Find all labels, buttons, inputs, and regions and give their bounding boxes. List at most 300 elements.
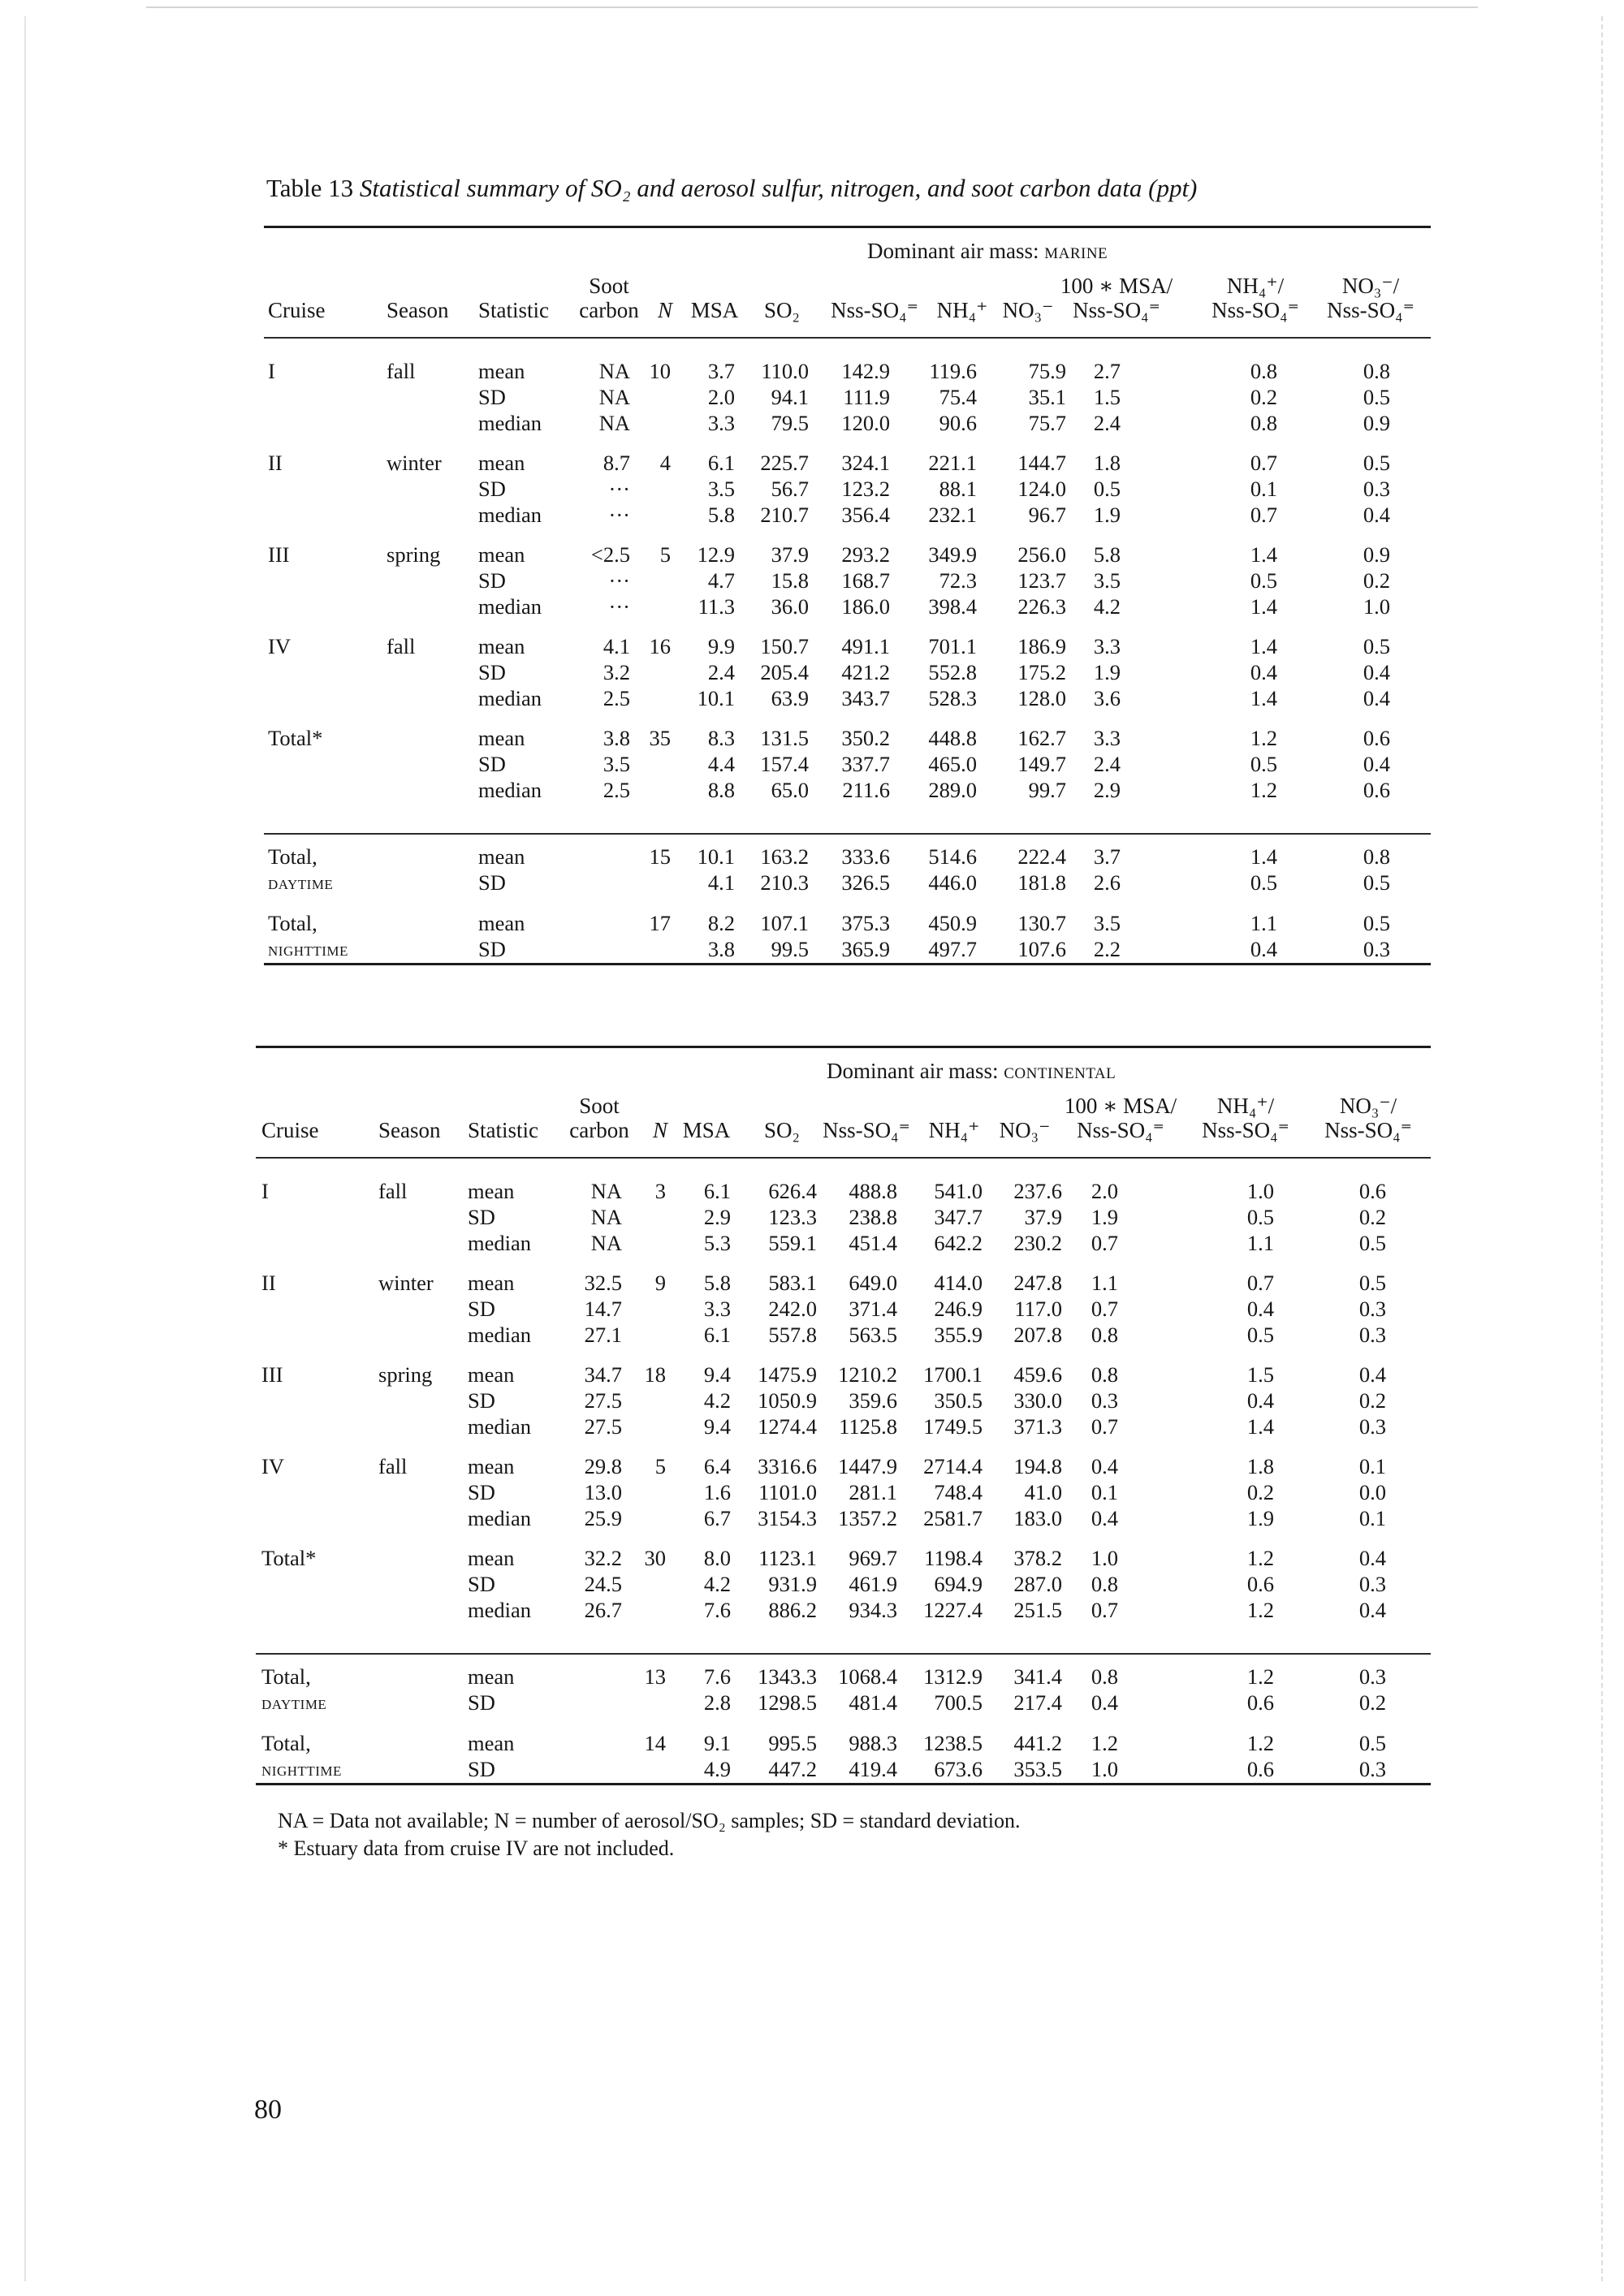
nh4-cell: 701.1	[928, 634, 977, 658]
nss-so4-cell: 356.4	[841, 503, 890, 527]
nss-so4-cell: 281.1	[849, 1480, 897, 1504]
nh4-cell: 88.1	[939, 477, 977, 501]
ratio-no3-cell: 0.5	[1358, 1231, 1386, 1255]
air-mass-prefix: Dominant air mass:	[867, 239, 1045, 263]
ratio-no3-cell: 0.5	[1363, 451, 1390, 475]
ratio-no3-cell: 0.8	[1363, 359, 1390, 383]
no3-cell: 96.7	[1028, 503, 1066, 527]
msa-cell: 5.3	[703, 1231, 731, 1255]
statistic-cell: SD	[468, 1757, 495, 1781]
air-mass-label	[827, 1059, 1116, 1084]
soot-carbon-cell: 8.7	[603, 451, 630, 475]
page-edge	[146, 6, 1478, 8]
no3-cell: 175.2	[1017, 660, 1066, 684]
ratio-no3-cell: 0.9	[1363, 411, 1390, 435]
nh4-cell: 2581.7	[923, 1506, 983, 1530]
soot-carbon-cell: NA	[590, 1205, 622, 1229]
table-label: Table 13	[266, 174, 354, 202]
cruise-cell: IV	[261, 1454, 284, 1478]
nss-so4-cell: 491.1	[841, 634, 890, 658]
ratio-msa-cell: 1.8	[1093, 451, 1121, 475]
no3-cell: 230.2	[1013, 1231, 1062, 1255]
col-header-n: N	[658, 298, 673, 322]
statistic-cell: SD	[478, 870, 506, 895]
no3-cell: 247.8	[1013, 1271, 1062, 1295]
nss-so4-cell: 969.7	[849, 1546, 897, 1570]
nh4-cell: 673.6	[934, 1757, 983, 1781]
nh4-cell: 1749.5	[923, 1414, 983, 1439]
soot-carbon-cell: 2.5	[603, 686, 630, 710]
footnote-estuary: * Estuary data from cruise IV are not included.	[278, 1836, 675, 1860]
msa-cell: 6.1	[703, 1179, 731, 1203]
ratio-nh4-cell: 0.7	[1250, 451, 1277, 475]
so2-cell: 79.5	[771, 411, 809, 435]
soot-carbon-cell: <2.5	[590, 542, 630, 567]
no3-cell: 181.8	[1017, 870, 1066, 895]
nh4-cell: 350.5	[934, 1388, 983, 1413]
statistic-cell: mean	[478, 634, 525, 658]
ratio-msa-cell: 2.4	[1093, 411, 1121, 435]
so2-cell: 626.4	[768, 1179, 817, 1203]
nss-so4-cell: 451.4	[849, 1231, 897, 1255]
nh4-cell: 232.1	[928, 503, 977, 527]
ratio-nh4-cell: 0.5	[1250, 568, 1277, 593]
nss-so4-cell: 419.4	[849, 1757, 897, 1781]
n-cell: 15	[649, 844, 671, 869]
col-header-nss-so4: Nss-SO₄⁼	[831, 298, 918, 322]
ratio-no3-cell: 0.4	[1363, 752, 1390, 776]
nh4-cell: 497.7	[928, 937, 977, 961]
footnote-abbreviations: NA = Data not available; N = number of aerosol/SO₂ samples; SD = standard deviation.	[278, 1809, 1021, 1832]
statistic-cell: mean	[478, 726, 525, 750]
statistic-cell: mean	[478, 844, 525, 869]
ratio-nh4-cell: 1.4	[1246, 1414, 1274, 1439]
so2-cell: 1274.4	[758, 1414, 817, 1439]
nss-so4-cell: 375.3	[841, 911, 890, 935]
no3-cell: 99.7	[1028, 778, 1066, 802]
soot-carbon-cell: 32.2	[584, 1546, 622, 1570]
col-header-season: Season	[387, 298, 449, 322]
so2-cell: 1298.5	[758, 1690, 817, 1715]
no3-cell: 226.3	[1017, 594, 1066, 619]
ratio-no3-cell: 0.3	[1358, 1323, 1386, 1347]
so2-cell: 1050.9	[758, 1388, 817, 1413]
table-bottom-rule	[264, 963, 1431, 965]
msa-cell: 3.3	[707, 411, 735, 435]
nss-so4-cell: 563.5	[849, 1323, 897, 1347]
ratio-msa-cell: 0.4	[1091, 1454, 1118, 1478]
statistic-cell: median	[478, 686, 542, 710]
soot-carbon-cell: 4.1	[603, 634, 630, 658]
col-header-n: N	[653, 1118, 668, 1142]
total-period-cell: NIGHTTIME	[261, 1763, 342, 1779]
ratio-msa-cell: 3.5	[1093, 911, 1121, 935]
n-cell: 10	[649, 359, 671, 383]
nss-so4-cell: 365.9	[841, 937, 890, 961]
so2-cell: 931.9	[768, 1572, 817, 1596]
nss-so4-cell: 359.6	[849, 1388, 897, 1413]
statistic-cell: SD	[478, 568, 506, 593]
msa-cell: 8.3	[707, 726, 735, 750]
col-header-ratio-nh4: Nss-SO₄⁼	[1212, 298, 1299, 322]
statistic-cell: SD	[478, 752, 506, 776]
ratio-msa-cell: 0.1	[1091, 1480, 1118, 1504]
ratio-no3-cell: 0.4	[1363, 686, 1390, 710]
so2-cell: 1475.9	[758, 1362, 817, 1387]
nh4-cell: 448.8	[928, 726, 977, 750]
nss-so4-cell: 123.2	[841, 477, 890, 501]
so2-cell: 107.1	[760, 911, 809, 935]
nh4-cell: 700.5	[934, 1690, 983, 1715]
so2-cell: 36.0	[771, 594, 809, 619]
soot-carbon-cell: 14.7	[584, 1297, 622, 1321]
so2-cell: 3154.3	[758, 1506, 817, 1530]
msa-cell: 1.6	[703, 1480, 731, 1504]
ratio-msa-cell: 3.5	[1093, 568, 1121, 593]
statistic-cell: median	[468, 1598, 531, 1622]
statistic-cell: mean	[468, 1731, 515, 1755]
nh4-cell: 1700.1	[923, 1362, 983, 1387]
msa-cell: 9.4	[703, 1362, 731, 1387]
col-header-season: Season	[378, 1118, 441, 1142]
ratio-nh4-cell: 0.5	[1250, 752, 1277, 776]
ratio-msa-cell: 0.8	[1091, 1323, 1118, 1347]
nh4-cell: 349.9	[928, 542, 977, 567]
soot-carbon-cell: 29.8	[584, 1454, 622, 1478]
nh4-cell: 694.9	[934, 1572, 983, 1596]
soot-carbon-cell: 32.5	[584, 1271, 622, 1295]
total-label-cell: Total,	[261, 1731, 311, 1755]
no3-cell: 35.1	[1028, 385, 1066, 409]
ratio-no3-cell: 0.2	[1358, 1388, 1386, 1413]
ratio-msa-cell: 1.2	[1091, 1731, 1118, 1755]
nss-so4-cell: 934.3	[849, 1598, 897, 1622]
ratio-msa-cell: 0.4	[1091, 1690, 1118, 1715]
nss-so4-cell: 421.2	[841, 660, 890, 684]
so2-cell: 886.2	[768, 1598, 817, 1622]
no3-cell: 251.5	[1013, 1598, 1062, 1622]
ratio-nh4-cell: 0.1	[1250, 477, 1277, 501]
soot-carbon-cell: NA	[590, 1231, 622, 1255]
statistic-cell: median	[478, 503, 542, 527]
nss-so4-cell: 337.7	[841, 752, 890, 776]
msa-cell: 3.5	[707, 477, 735, 501]
so2-cell: 163.2	[760, 844, 809, 869]
msa-cell: 4.7	[707, 568, 735, 593]
air-mass-label	[867, 239, 1108, 264]
nss-so4-cell: 1447.9	[838, 1454, 897, 1478]
col-header-msa: MSA	[690, 298, 739, 322]
ratio-nh4-cell: 0.6	[1246, 1690, 1274, 1715]
nh4-cell: 450.9	[928, 911, 977, 935]
ratio-nh4-cell: 0.4	[1246, 1297, 1274, 1321]
nss-so4-cell: 350.2	[841, 726, 890, 750]
nh4-cell: 2714.4	[923, 1454, 983, 1478]
col-header-ratio-no3: NO₃⁻/	[1341, 274, 1400, 298]
ratio-no3-cell: 0.2	[1363, 568, 1390, 593]
so2-cell: 37.9	[771, 542, 809, 567]
air-mass-prefix: Dominant air mass:	[827, 1059, 1004, 1083]
no3-cell: 37.9	[1024, 1205, 1062, 1229]
total-label-cell: Total,	[268, 844, 317, 869]
soot-carbon-cell: 27.5	[584, 1414, 622, 1439]
msa-cell: 9.4	[703, 1414, 731, 1439]
no3-cell: 41.0	[1024, 1480, 1062, 1504]
ratio-no3-cell: 0.0	[1358, 1480, 1386, 1504]
ratio-msa-cell: 2.4	[1093, 752, 1121, 776]
nss-so4-cell: 120.0	[841, 411, 890, 435]
nss-so4-cell: 324.1	[841, 451, 890, 475]
statistic-cell: SD	[468, 1297, 495, 1321]
soot-carbon-cell: NA	[590, 1179, 622, 1203]
ratio-nh4-cell: 1.4	[1250, 634, 1277, 658]
ratio-nh4-cell: 0.5	[1246, 1323, 1274, 1347]
ratio-msa-cell: 2.6	[1093, 870, 1121, 895]
soot-carbon-cell: 27.1	[584, 1323, 622, 1347]
so2-cell: 225.7	[760, 451, 809, 475]
nh4-cell: 72.3	[939, 568, 977, 593]
ratio-msa-cell: 0.3	[1091, 1388, 1118, 1413]
ratio-nh4-cell: 0.6	[1246, 1572, 1274, 1596]
table-top-rule	[256, 1046, 1431, 1048]
so2-cell: 99.5	[771, 937, 809, 961]
so2-cell: 559.1	[768, 1231, 817, 1255]
ratio-msa-cell: 1.9	[1093, 660, 1121, 684]
so2-cell: 557.8	[768, 1323, 817, 1347]
ratio-nh4-cell: 1.2	[1246, 1598, 1274, 1622]
ratio-msa-cell: 1.9	[1093, 503, 1121, 527]
ratio-no3-cell: 0.4	[1358, 1362, 1386, 1387]
header-rule	[256, 1157, 1431, 1159]
no3-cell: 183.0	[1013, 1506, 1062, 1530]
season-cell: fall	[378, 1179, 408, 1203]
no3-cell: 459.6	[1013, 1362, 1062, 1387]
cruise-cell: Total*	[261, 1546, 317, 1570]
so2-cell: 3316.6	[758, 1454, 817, 1478]
nh4-cell: 289.0	[928, 778, 977, 802]
statistic-cell: median	[478, 778, 542, 802]
no3-cell: 75.9	[1028, 359, 1066, 383]
nh4-cell: 1238.5	[923, 1731, 983, 1755]
no3-cell: 287.0	[1013, 1572, 1062, 1596]
ratio-no3-cell: 0.5	[1363, 634, 1390, 658]
ratio-nh4-cell: 0.4	[1250, 937, 1277, 961]
nss-so4-cell: 1210.2	[838, 1362, 897, 1387]
statistic-cell: mean	[478, 359, 525, 383]
nh4-cell: 355.9	[934, 1323, 983, 1347]
season-cell: fall	[378, 1454, 408, 1478]
table-bottom-rule	[256, 1783, 1431, 1785]
ratio-no3-cell: 0.3	[1358, 1572, 1386, 1596]
ratio-msa-cell: 0.4	[1091, 1506, 1118, 1530]
soot-carbon-cell: 24.5	[584, 1572, 622, 1596]
cruise-cell: II	[261, 1271, 276, 1295]
so2-cell: 583.1	[768, 1271, 817, 1295]
total-period-cell: DAYTIME	[261, 1697, 327, 1712]
col-header-cruise: Cruise	[261, 1118, 319, 1142]
ratio-msa-cell: 2.0	[1091, 1179, 1118, 1203]
no3-cell: 162.7	[1017, 726, 1066, 750]
cruise-cell: III	[261, 1362, 283, 1387]
ratio-no3-cell: 1.0	[1363, 594, 1390, 619]
ratio-no3-cell: 0.1	[1358, 1454, 1386, 1478]
ratio-no3-cell: 0.5	[1363, 385, 1390, 409]
soot-carbon-cell: ···	[608, 477, 630, 501]
col-header-ratio-nh4: Nss-SO₄⁼	[1202, 1118, 1289, 1142]
ratio-msa-cell: 3.3	[1093, 726, 1121, 750]
cruise-cell: I	[268, 359, 275, 383]
so2-cell: 1123.1	[758, 1546, 817, 1570]
total-label-cell: Total,	[261, 1664, 311, 1689]
nss-so4-cell: 461.9	[849, 1572, 897, 1596]
statistic-cell: SD	[468, 1480, 495, 1504]
nh4-cell: 642.2	[934, 1231, 983, 1255]
so2-cell: 94.1	[771, 385, 809, 409]
statistic-cell: mean	[468, 1179, 515, 1203]
ratio-no3-cell: 0.3	[1358, 1664, 1386, 1689]
msa-cell: 4.2	[703, 1388, 731, 1413]
so2-cell: 210.7	[760, 503, 809, 527]
msa-cell: 11.3	[698, 594, 735, 619]
statistic-cell: median	[468, 1323, 531, 1347]
n-cell: 9	[654, 1271, 666, 1295]
no3-cell: 149.7	[1017, 752, 1066, 776]
ratio-no3-cell: 0.6	[1363, 778, 1390, 802]
air-mass-name: CONTINENTAL	[1004, 1065, 1116, 1082]
msa-cell: 9.1	[703, 1731, 731, 1755]
nh4-cell: 552.8	[928, 660, 977, 684]
so2-cell: 210.3	[760, 870, 809, 895]
ratio-msa-cell: 0.7	[1091, 1414, 1118, 1439]
totals-rule	[256, 1653, 1431, 1655]
ratio-no3-cell: 0.4	[1358, 1546, 1386, 1570]
statistic-cell: mean	[468, 1271, 515, 1295]
col-header-ratio-no3: NO₃⁻/	[1339, 1094, 1397, 1118]
ratio-no3-cell: 0.3	[1358, 1757, 1386, 1781]
ratio-msa-cell: 2.7	[1093, 359, 1121, 383]
ratio-no3-cell: 0.8	[1363, 844, 1390, 869]
soot-carbon-cell: 3.5	[603, 752, 630, 776]
so2-cell: 65.0	[771, 778, 809, 802]
msa-cell: 5.8	[703, 1271, 731, 1295]
season-cell: winter	[378, 1271, 434, 1295]
nss-so4-cell: 488.8	[849, 1179, 897, 1203]
ratio-no3-cell: 0.6	[1358, 1179, 1386, 1203]
nss-so4-cell: 649.0	[849, 1271, 897, 1295]
nss-so4-cell: 326.5	[841, 870, 890, 895]
ratio-msa-cell: 1.0	[1091, 1546, 1118, 1570]
statistic-cell: mean	[468, 1546, 515, 1570]
so2-cell: 56.7	[771, 477, 809, 501]
ratio-no3-cell: 0.4	[1363, 503, 1390, 527]
col-header-soot: Soot	[579, 1094, 620, 1118]
table-top-rule	[264, 226, 1431, 228]
statistic-cell: mean	[468, 1454, 515, 1478]
total-period-cell: DAYTIME	[268, 877, 334, 892]
ratio-msa-cell: 1.0	[1091, 1757, 1118, 1781]
ratio-msa-cell: 5.8	[1093, 542, 1121, 567]
no3-cell: 75.7	[1028, 411, 1066, 435]
nss-so4-cell: 293.2	[841, 542, 890, 567]
nss-so4-cell: 481.4	[849, 1690, 897, 1715]
ratio-nh4-cell: 1.1	[1250, 911, 1277, 935]
so2-cell: 995.5	[768, 1731, 817, 1755]
ratio-nh4-cell: 0.7	[1246, 1271, 1274, 1295]
ratio-msa-cell: 0.7	[1091, 1231, 1118, 1255]
ratio-msa-cell: 1.9	[1091, 1205, 1118, 1229]
table-title: Statistical summary of SO₂ and aerosol sulfur, nitrogen, and soot carbon data (ppt)	[359, 174, 1198, 202]
soot-carbon-cell: NA	[598, 385, 630, 409]
soot-carbon-cell: ···	[608, 503, 630, 527]
totals-rule	[264, 833, 1431, 835]
so2-cell: 150.7	[760, 634, 809, 658]
nss-so4-cell: 333.6	[841, 844, 890, 869]
nss-so4-cell: 343.7	[841, 686, 890, 710]
msa-cell: 8.8	[707, 778, 735, 802]
statistic-cell: median	[478, 411, 542, 435]
soot-carbon-cell: 27.5	[584, 1388, 622, 1413]
statistic-cell: median	[468, 1506, 531, 1530]
so2-cell: 1343.3	[758, 1664, 817, 1689]
page-number: 80	[254, 2095, 282, 2125]
nh4-cell: 398.4	[928, 594, 977, 619]
no3-cell: 123.7	[1017, 568, 1066, 593]
msa-cell: 4.2	[703, 1572, 731, 1596]
ratio-msa-cell: 4.2	[1093, 594, 1121, 619]
soot-carbon-cell: 26.7	[584, 1598, 622, 1622]
statistic-cell: mean	[468, 1362, 515, 1387]
ratio-msa-cell: 0.7	[1091, 1297, 1118, 1321]
ratio-no3-cell: 0.3	[1358, 1414, 1386, 1439]
nss-so4-cell: 238.8	[849, 1205, 897, 1229]
n-cell: 3	[654, 1179, 666, 1203]
nh4-cell: 119.6	[929, 359, 977, 383]
ratio-no3-cell: 0.4	[1363, 660, 1390, 684]
col-header-ratio-msa: Nss-SO₄⁼	[1073, 298, 1160, 322]
season-cell: fall	[387, 634, 416, 658]
msa-cell: 10.1	[697, 844, 735, 869]
n-cell: 5	[659, 542, 671, 567]
total-label-cell: Total,	[268, 911, 317, 935]
col-header-soot: Soot	[589, 274, 629, 298]
msa-cell: 6.1	[707, 451, 735, 475]
ratio-nh4-cell: 1.2	[1246, 1731, 1274, 1755]
msa-cell: 6.4	[703, 1454, 731, 1478]
ratio-no3-cell: 0.6	[1363, 726, 1390, 750]
ratio-nh4-cell: 0.8	[1250, 411, 1277, 435]
nh4-cell: 465.0	[928, 752, 977, 776]
total-period-cell: NIGHTTIME	[268, 943, 348, 959]
msa-cell: 2.9	[703, 1205, 731, 1229]
ratio-nh4-cell: 1.4	[1250, 542, 1277, 567]
ratio-nh4-cell: 1.2	[1250, 726, 1277, 750]
ratio-msa-cell: 1.1	[1091, 1271, 1118, 1295]
soot-carbon-cell: ···	[608, 568, 630, 593]
ratio-msa-cell: 0.8	[1091, 1362, 1118, 1387]
ratio-no3-cell: 0.3	[1363, 937, 1390, 961]
msa-cell: 10.1	[697, 686, 735, 710]
season-cell: fall	[387, 359, 416, 383]
ratio-nh4-cell: 0.2	[1250, 385, 1277, 409]
ratio-nh4-cell: 1.4	[1250, 844, 1277, 869]
season-cell: spring	[387, 542, 441, 567]
nss-so4-cell: 142.9	[841, 359, 890, 383]
so2-cell: 63.9	[771, 686, 809, 710]
ratio-no3-cell: 0.5	[1363, 911, 1390, 935]
ratio-nh4-cell: 0.2	[1246, 1480, 1274, 1504]
msa-cell: 3.3	[703, 1297, 731, 1321]
col-header-ratio-no3: Nss-SO₄⁼	[1327, 298, 1415, 322]
